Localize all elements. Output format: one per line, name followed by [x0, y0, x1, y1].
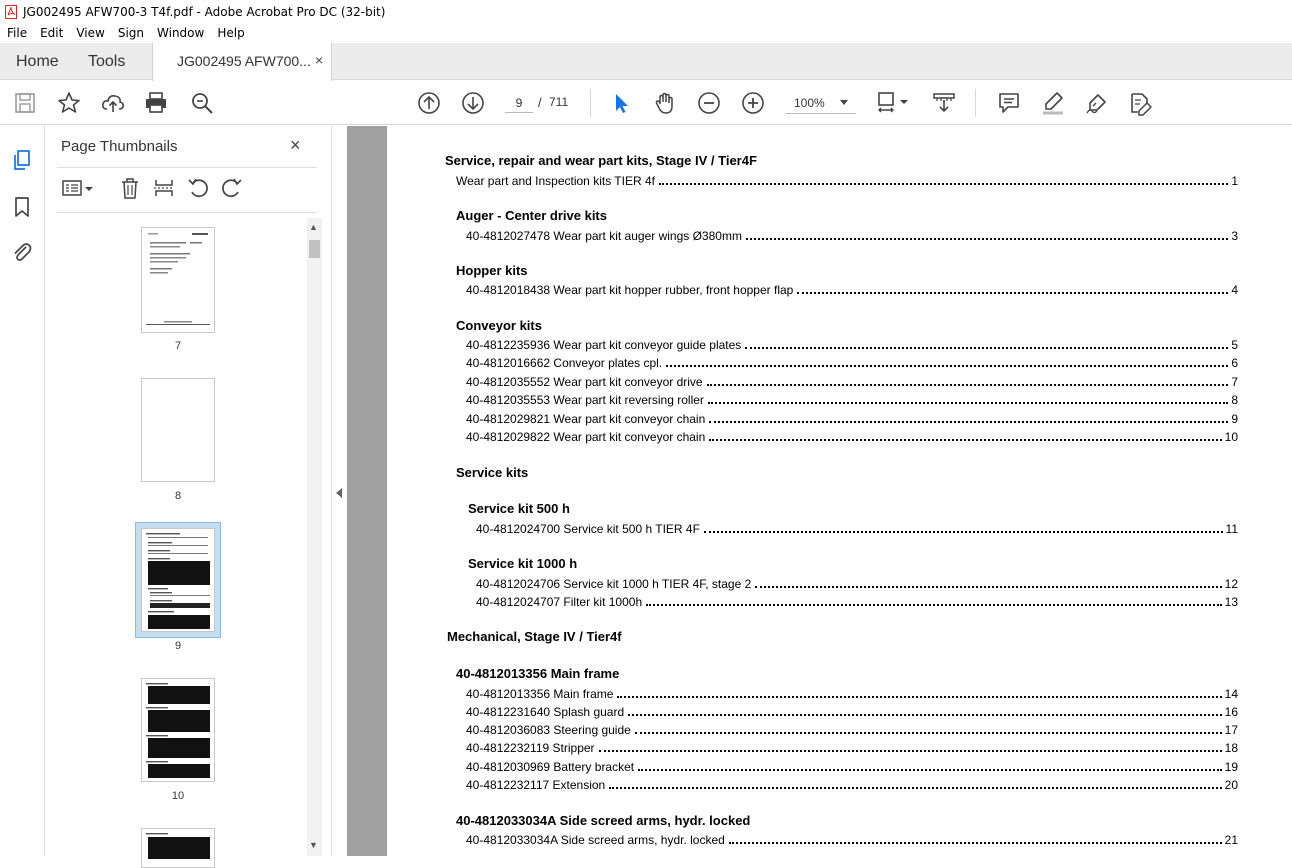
toc-entry-title: Wear part and Inspection kits TIER 4f — [456, 174, 655, 188]
toc-page-number: 13 — [1224, 595, 1238, 609]
toc-entry[interactable] — [476, 593, 1238, 609]
toolbar-divider — [975, 89, 976, 117]
toc-page-number: 16 — [1224, 705, 1238, 719]
toc-entry[interactable] — [466, 281, 1238, 297]
close-tab-icon[interactable]: × — [315, 52, 324, 68]
page-thumbnails-icon[interactable] — [10, 148, 34, 172]
thumbnail-options-icon[interactable] — [61, 177, 95, 199]
toc-leader-dots — [638, 769, 1222, 771]
menu-window[interactable]: Window — [157, 26, 205, 40]
toc-entry-title: 40-4812235936 Wear part kit conveyor guide plates — [466, 338, 742, 352]
page-number-input[interactable] — [505, 93, 533, 113]
toc-page-number: 14 — [1224, 687, 1238, 701]
thumbnail-tools — [57, 174, 317, 204]
tab-home[interactable]: Home — [16, 53, 59, 70]
toc-page-number: 4 — [1231, 283, 1238, 297]
toc-entry-title: 40-4812231640 Splash guard — [466, 705, 625, 719]
page-thumbnail[interactable] — [141, 828, 215, 868]
thumbnail-page-label: 10 — [171, 790, 185, 802]
toc-heading: Auger - Center drive kits — [456, 208, 607, 223]
toc-entry[interactable] — [466, 428, 1238, 444]
menu-view[interactable]: View — [76, 26, 105, 40]
zoom-search-icon[interactable] — [189, 90, 215, 116]
toc-page-number: 19 — [1224, 760, 1238, 774]
toc-entry-title: 40-4812036083 Steering guide — [466, 723, 631, 737]
toc-heading: Conveyor kits — [456, 318, 542, 333]
toc-leader-dots — [708, 402, 1228, 404]
toc-entry[interactable] — [466, 739, 1238, 755]
toc-entry[interactable] — [466, 227, 1238, 243]
comment-icon[interactable] — [996, 90, 1022, 116]
thumbnail-scrollbar[interactable] — [307, 218, 322, 856]
divider — [57, 167, 317, 168]
toc-leader-dots — [628, 714, 1222, 716]
toc-heading: Service kits — [456, 465, 529, 480]
scroll-up-icon[interactable]: ▲ — [309, 222, 318, 232]
toc-page-number: 1 — [1231, 174, 1238, 188]
toc-entry[interactable] — [476, 575, 1238, 591]
toc-entry[interactable] — [466, 703, 1238, 719]
toc-leader-dots — [617, 696, 1221, 698]
toc-leader-dots — [646, 604, 1222, 606]
page-fit-icon[interactable] — [876, 90, 912, 116]
menu-edit[interactable]: Edit — [40, 26, 64, 40]
toc-page-number: 5 — [1231, 338, 1238, 352]
toc-entry[interactable] — [466, 391, 1238, 407]
left-navigation-rail — [0, 126, 45, 856]
toc-heading: Hopper kits — [456, 263, 528, 278]
toc-entry-title: 40-4812027478 Wear part kit auger wings Ø380mm — [466, 229, 742, 243]
toc-heading: Service, repair and wear part kits, Stage IV / Tier4F — [445, 153, 757, 168]
toc-entry[interactable] — [466, 831, 1238, 847]
scrolling-mode-icon[interactable] — [931, 90, 957, 116]
extract-page-icon[interactable] — [153, 177, 175, 199]
toc-entry-title: 40-4812033034A Side screed arms, hydr. locked — [466, 833, 725, 847]
bookmark-star-icon[interactable] — [56, 90, 82, 116]
page-preview — [142, 679, 214, 781]
page-thumbnails-panel — [45, 126, 331, 856]
toc-entry-title: 40-4812024707 Filter kit 1000h — [476, 595, 643, 609]
page-thumbnail[interactable] — [141, 378, 215, 482]
toc-entry-title: 40-4812029821 Wear part kit conveyor chain — [466, 412, 706, 426]
toc-entry-title: 40-4812030969 Battery bracket — [466, 760, 635, 774]
toc-entry[interactable] — [466, 354, 1238, 370]
toc-leader-dots — [635, 732, 1222, 734]
page-preview — [142, 228, 214, 332]
toc-leader-dots — [704, 531, 1223, 533]
toc-leader-dots — [659, 183, 1228, 185]
toc-page-number: 9 — [1231, 412, 1238, 426]
panel-title: Page Thumbnails — [61, 138, 178, 155]
toc-page-number: 18 — [1224, 741, 1238, 755]
menu-bar — [0, 23, 1292, 43]
toc-leader-dots — [746, 238, 1228, 240]
document-canvas[interactable] — [347, 126, 1292, 856]
toc-page-number: 12 — [1224, 577, 1238, 591]
menu-sign[interactable]: Sign — [117, 26, 145, 40]
close-panel-icon[interactable]: × — [290, 135, 301, 155]
toc-heading: Service kit 1000 h — [468, 556, 578, 571]
toc-leader-dots — [709, 439, 1221, 441]
collapse-panel-icon[interactable] — [336, 488, 342, 498]
attachments-paperclip-icon[interactable] — [10, 240, 34, 264]
scrollbar-thumb[interactable] — [309, 240, 320, 258]
zoom-level-dropdown[interactable] — [786, 92, 856, 114]
page-thumbnail[interactable] — [141, 227, 215, 333]
toc-page-number: 20 — [1224, 778, 1238, 792]
toc-entry-title: 40-4812035552 Wear part kit conveyor drive — [466, 375, 703, 389]
toc-entry-title: 40-4812024700 Service kit 500 h TIER 4F — [476, 522, 700, 536]
toc-entry[interactable] — [466, 685, 1238, 701]
window-title: JG002495 AFW700-3 T4f.pdf - Adobe Acrobat Pro DC (32-bit) — [23, 4, 386, 19]
rotate-counterclockwise-icon[interactable] — [187, 177, 209, 199]
toc-entry[interactable] — [466, 721, 1238, 737]
toc-entry-title: 40-4812013356 Main frame — [466, 687, 614, 701]
page-preview — [142, 529, 214, 631]
toc-leader-dots — [755, 586, 1221, 588]
toc-heading: Service kit 500 h — [468, 501, 570, 516]
tab-document[interactable] — [152, 43, 332, 81]
save-icon[interactable] — [12, 90, 38, 116]
toc-entry-title: 40-4812035553 Wear part kit reversing roller — [466, 393, 704, 407]
menu-file[interactable]: File — [7, 26, 28, 40]
toc-leader-dots — [609, 787, 1221, 789]
toc-entry-title: 40-4812232117 Extension — [466, 778, 606, 792]
toc-page-number: 11 — [1225, 522, 1238, 536]
zoom-out-icon[interactable] — [696, 90, 722, 116]
sign-pen-icon[interactable] — [1084, 90, 1110, 116]
total-pages: 711 — [549, 95, 569, 109]
tab-bar — [0, 43, 1292, 80]
chevron-down-icon — [840, 100, 848, 105]
toc-entry-title: 40-4812024706 Service kit 1000 h TIER 4F, stage 2 — [476, 577, 752, 591]
toc-entry[interactable] — [466, 758, 1238, 774]
toc-leader-dots — [797, 292, 1228, 294]
divider — [57, 212, 317, 213]
toc-entry[interactable] — [456, 172, 1238, 188]
previous-page-icon[interactable] — [416, 90, 442, 116]
toc-entry-title: 40-4812232119 Stripper — [466, 741, 595, 755]
print-icon[interactable] — [143, 90, 169, 116]
toc-entry-title: 40-4812018438 Wear part kit hopper rubber, front hopper flap — [466, 283, 794, 297]
toolbar — [0, 81, 1292, 125]
toc-page-number: 6 — [1231, 356, 1238, 370]
toc-leader-dots — [729, 842, 1222, 844]
delete-page-icon[interactable] — [119, 177, 141, 199]
toc-heading: 40-4812013356 Main frame — [456, 666, 620, 681]
page-separator: / — [538, 95, 542, 110]
toc-page-number: 3 — [1231, 229, 1238, 243]
page-preview — [142, 829, 214, 859]
toolbar-divider — [590, 89, 591, 117]
zoom-in-icon[interactable] — [740, 90, 766, 116]
toc-page-number: 8 — [1231, 393, 1238, 407]
bookmarks-icon[interactable] — [10, 195, 34, 219]
thumbnail-page-label: 7 — [174, 340, 182, 352]
thumbnail-page-label: 8 — [174, 490, 182, 502]
edit-pdf-icon[interactable] — [1127, 90, 1153, 116]
toc-entry[interactable] — [466, 776, 1238, 792]
toc-page-number: 10 — [1224, 430, 1238, 444]
zoom-level-value: 100% — [794, 96, 825, 110]
toc-leader-dots — [709, 421, 1228, 423]
rotate-clockwise-icon[interactable] — [221, 177, 243, 199]
toc-heading: 40-4812033034A Side screed arms, hydr. locked — [456, 813, 751, 828]
toc-leader-dots — [666, 365, 1228, 367]
toc-entry-title: 40-4812016662 Conveyor plates cpl. — [466, 356, 663, 370]
thumbnail-page-label: 9 — [174, 640, 182, 652]
tab-tools[interactable]: Tools — [88, 53, 126, 70]
scroll-down-icon[interactable]: ▼ — [309, 840, 318, 850]
toc-page-number: 7 — [1231, 375, 1238, 389]
page-thumbnail-selected[interactable] — [141, 528, 215, 632]
highlight-pen-icon[interactable] — [1040, 90, 1066, 116]
panel-splitter[interactable] — [331, 126, 347, 856]
toc-entry[interactable] — [466, 410, 1238, 426]
menu-help[interactable]: Help — [217, 26, 245, 40]
select-cursor-icon[interactable] — [608, 90, 634, 116]
toc-page-number: 17 — [1224, 723, 1238, 737]
toc-heading: Mechanical, Stage IV / Tier4f — [447, 629, 622, 644]
next-page-icon[interactable] — [460, 90, 486, 116]
toc-page-number: 21 — [1224, 833, 1238, 847]
acrobat-icon — [5, 5, 17, 19]
toc-entry-title: 40-4812029822 Wear part kit conveyor chain — [466, 430, 706, 444]
toc-leader-dots — [599, 750, 1222, 752]
tab-document-label: JG002495 AFW700... — [177, 53, 311, 69]
hand-tool-icon[interactable] — [652, 90, 678, 116]
toc-entry[interactable] — [466, 373, 1238, 389]
title-bar — [0, 0, 1292, 23]
upload-cloud-icon[interactable] — [100, 90, 126, 116]
toc-leader-dots — [745, 347, 1228, 349]
document-page — [387, 126, 1292, 856]
toc-entry[interactable] — [466, 336, 1238, 352]
page-thumbnail[interactable] — [141, 678, 215, 782]
toc-leader-dots — [707, 384, 1228, 386]
toc-entry[interactable] — [476, 520, 1238, 536]
